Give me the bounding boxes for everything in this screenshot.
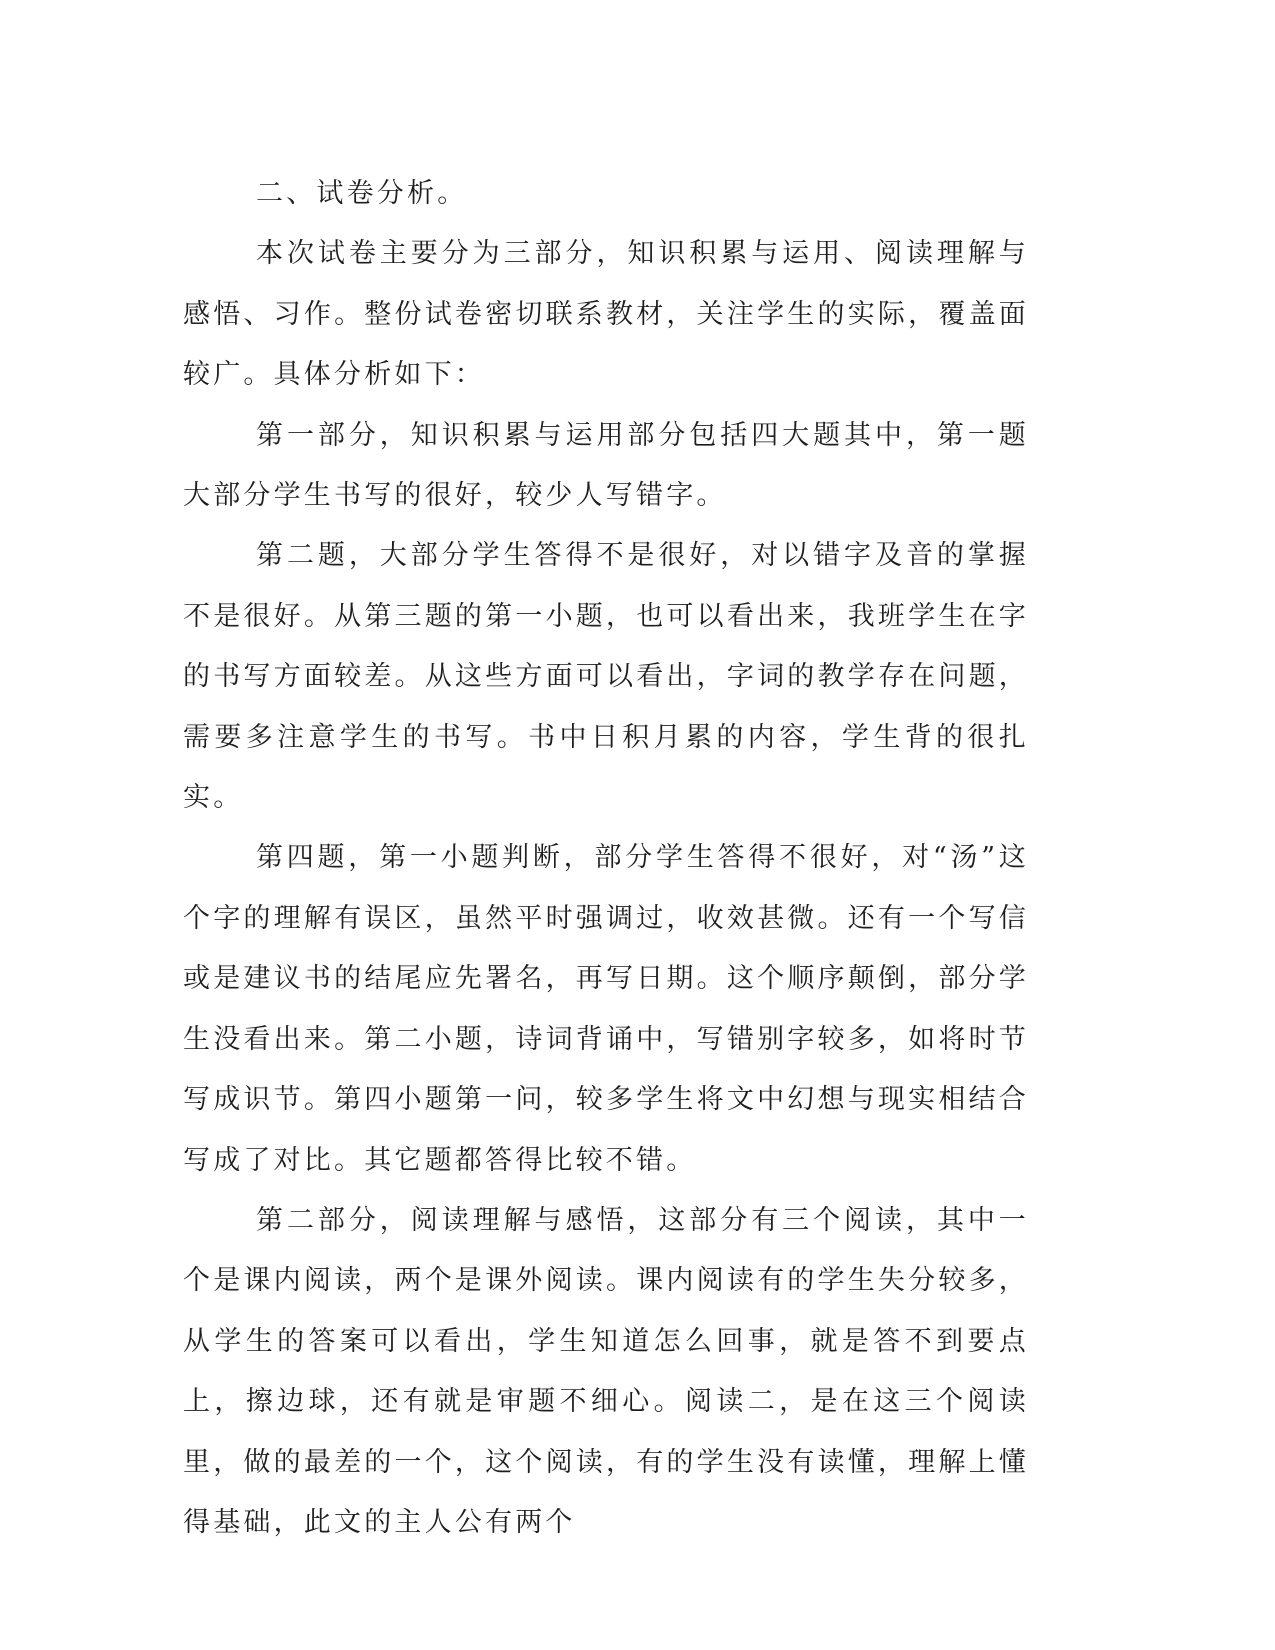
paragraph-part-two: 第二部分，阅读理解与感悟，这部分有三个阅读，其中一个是课内阅读，两个是课外阅读。课内阅读有的学生失分较多，从学生的答案可以看出，学生知道怎么回事，就是答不到要点上，擦边球，还有就是审题不细心。阅读二，是在这三个阅读里，做的最差的一个，这个阅读，有的学生没有读懂，理解上懂得基础，此文的主人公有两个 <box>183 1204 1029 1538</box>
document-body <box>183 164 1029 1553</box>
paragraph-overview: 本次试卷主要分为三部分，知识积累与运用、阅读理解与感悟、习作。整份试卷密切联系教材，关注学生的实际，覆盖面较广。具体分析如下： <box>183 238 1029 391</box>
paragraph-part-one: 第一部分，知识积累与运用部分包括四大题其中，第一题大部分学生书写的很好，较少人写错字。 <box>183 419 1029 512</box>
paragraph-question-two: 第二题，大部分学生答得不是很好，对以错字及音的掌握不是很好。从第三题的第一小题，也可以看出来，我班学生在字的书写方面较差。从这些方面可以看出，字词的教学存在问题，需要多注意学生的书写。书中日积月累的内容，学生背的很扎实。 <box>183 540 1029 814</box>
section-heading: 二、试卷分析。 <box>256 178 468 209</box>
paragraph-question-four: 第四题，第一小题判断，部分学生答得不很好，对“汤”这个字的理解有误区，虽然平时强调过，收效甚微。还有一个写信或是建议书的结尾应先署名，再写日期。这个顺序颠倒，部分学生没看出来。第二小题，诗词背诵中，写错别字较多，如将时节写成识节。第四小题第一问，较多学生将文中幻想与现实相结合写成了对比。其它题都答得比较不错。 <box>183 842 1029 1176</box>
